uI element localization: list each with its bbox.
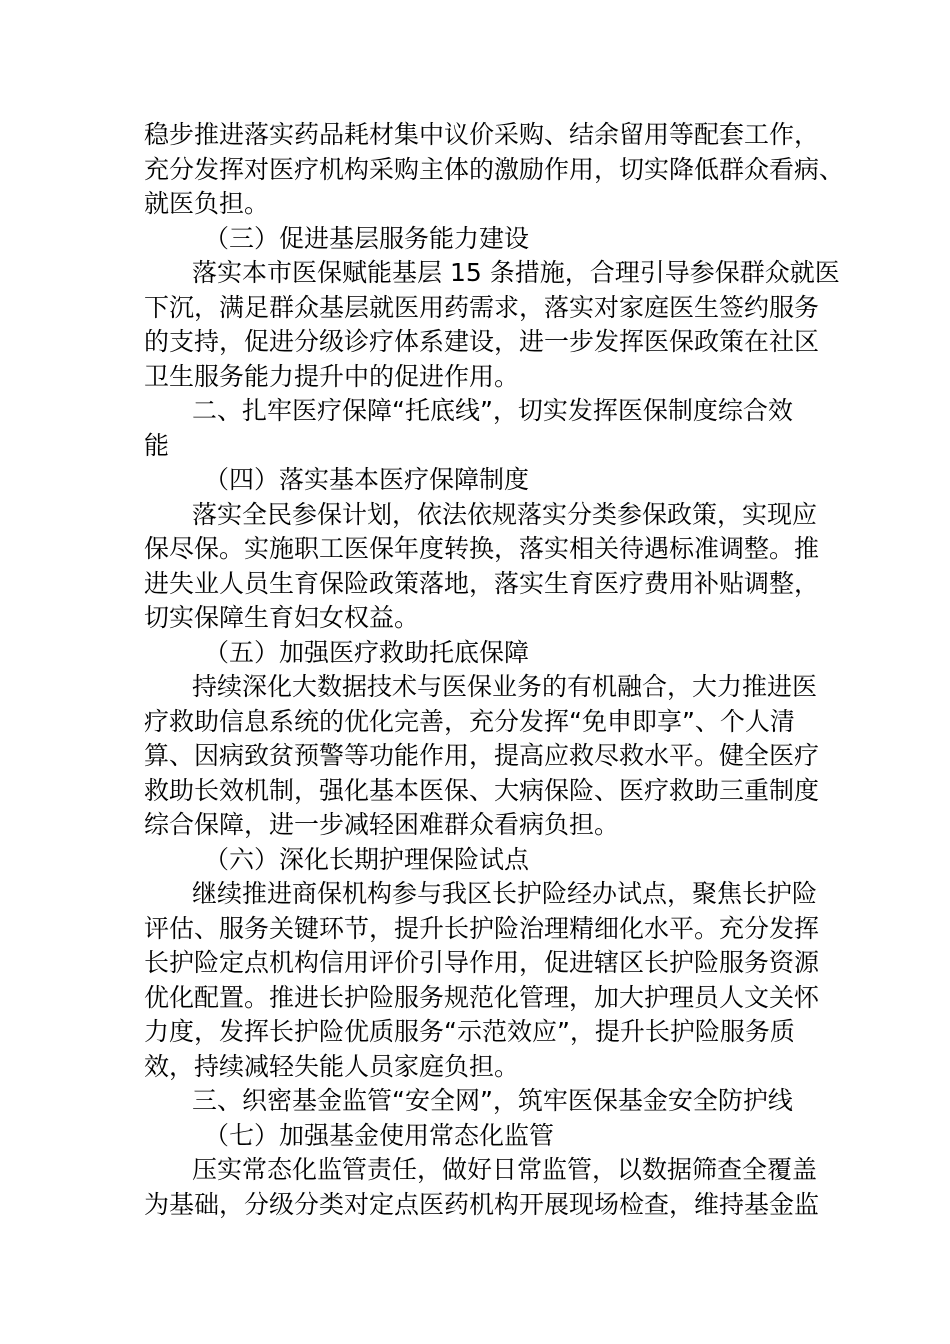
body-line: 就医负担。 bbox=[144, 189, 270, 218]
body-line: 继续推进商保机构参与我区长护险经办试点，聚焦长护险 bbox=[192, 879, 818, 908]
body-line: 持续深化大数据技术与医保业务的有机融合，大力推进医 bbox=[192, 672, 818, 701]
body-line: 进失业人员生育保险政策落地，落实生育医疗费用补贴调整， bbox=[144, 568, 820, 598]
body-line: 长护险定点机构信用评价引导作用，促进辖区长护险服务资源 bbox=[144, 948, 820, 977]
body-line: 卫生服务能力提升中的促进作用。 bbox=[144, 361, 520, 391]
body-line: 为基础，分级分类对定点医药机构开展现场检查，维持基金监 bbox=[144, 1189, 820, 1219]
body-line: 算、因病致贫预警等功能作用，提高应救尽救水平。健全医疗 bbox=[144, 741, 820, 770]
body-line: 优化配置。推进长护险服务规范化管理，加大护理员人文关怀 bbox=[144, 982, 820, 1012]
body-line: 综合保障，进一步减轻困难群众看病负担。 bbox=[144, 810, 620, 839]
body-line: 稳步推进落实药品耗材集中议价采购、结余留用等配套工作， bbox=[144, 120, 820, 149]
body-line: 救助长效机制，强化基本医保、大病保险、医疗救助三重制度 bbox=[144, 775, 820, 805]
body-line: 的支持，促进分级诊疗体系建设，进一步发挥医保政策在社区 bbox=[144, 327, 820, 356]
body-line: 效，持续减轻失能人员家庭负担。 bbox=[144, 1051, 520, 1081]
section-heading: （六）深化长期护理保险试点 bbox=[204, 844, 530, 874]
body-line: 评估、服务关键环节，提升长护险治理精细化水平。充分发挥 bbox=[144, 913, 820, 943]
chapter-heading: 三、织密基金监管“安全网”，筑牢医保基金安全防护线 bbox=[192, 1086, 793, 1115]
section-heading: （四）落实基本医疗保障制度 bbox=[204, 465, 530, 494]
body-line: 落实全民参保计划，依法依规落实分类参保政策，实现应 bbox=[192, 499, 818, 529]
body-line: 切实保障生育妇女权益。 bbox=[144, 603, 420, 632]
document-body bbox=[144, 118, 845, 1222]
body-line: 保尽保。实施职工医保年度转换，落实相关待遇标准调整。推 bbox=[144, 534, 820, 563]
body-line: 压实常态化监管责任，做好日常监管，以数据筛查全覆盖 bbox=[192, 1155, 818, 1184]
chapter-heading: 二、扎牢医疗保障“托底线”，切实发挥医保制度综合效 bbox=[192, 396, 793, 425]
section-heading: （五）加强医疗救助托底保障 bbox=[204, 637, 530, 667]
body-line: 充分发挥对医疗机构采购主体的激励作用，切实降低群众看病、 bbox=[144, 154, 845, 184]
body-line: 力度，发挥长护险优质服务“示范效应”，提升长护险服务质 bbox=[144, 1017, 795, 1046]
section-heading: （三）促进基层服务能力建设 bbox=[204, 223, 530, 253]
body-line: 疗救助信息系统的优化完善，充分发挥“免申即享”、个人清 bbox=[144, 706, 795, 736]
chapter-heading-continuation: 能 bbox=[144, 430, 170, 460]
section-heading: （七）加强基金使用常态化监管 bbox=[204, 1120, 555, 1150]
body-line: 落实本市医保赋能基层 15 条措施，合理引导参保群众就医 bbox=[192, 258, 840, 287]
body-line: 下沉，满足群众基层就医用药需求，落实对家庭医生签约服务 bbox=[144, 292, 820, 322]
